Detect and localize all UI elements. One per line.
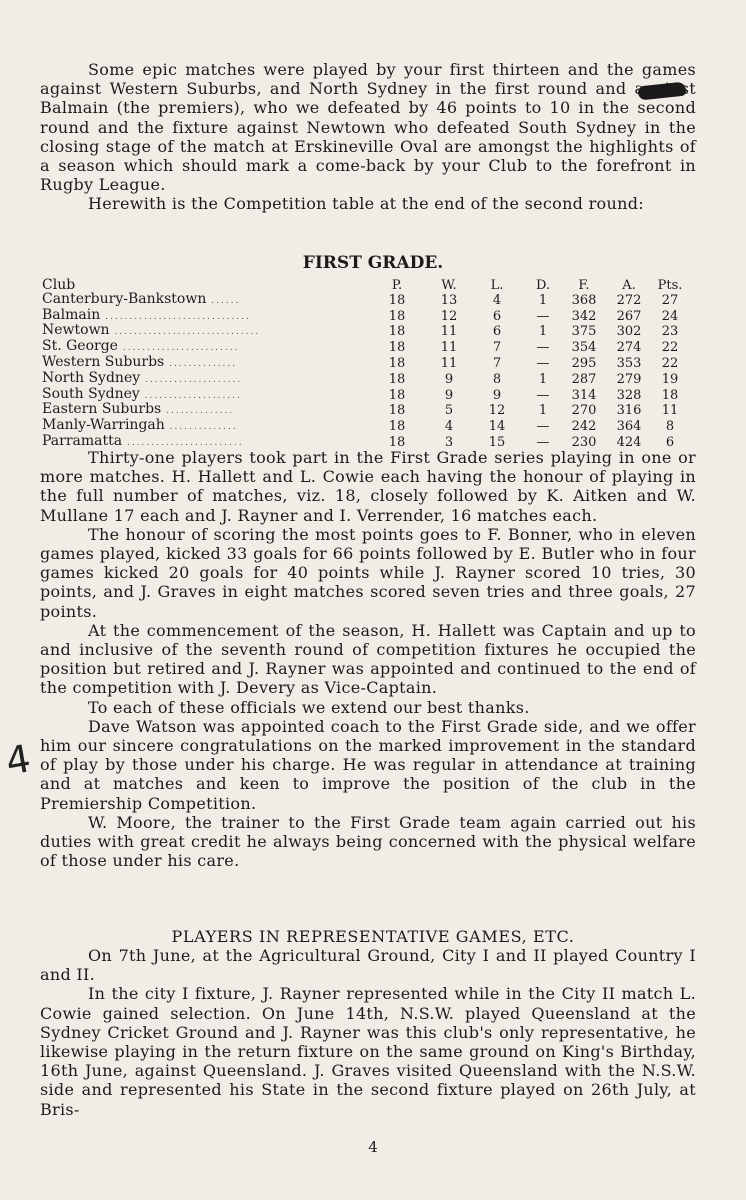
row-for: 368 — [571, 292, 597, 308]
header-played: P. — [391, 278, 403, 293]
row-against: 316 — [616, 403, 642, 419]
row-for: 342 — [571, 308, 597, 324]
row-won: 11 — [440, 340, 458, 356]
row-played: 18 — [388, 403, 406, 419]
dot-leader: ........................ — [117, 343, 240, 354]
row-against: 353 — [616, 355, 642, 371]
dot-leader: .................... — [140, 374, 243, 385]
row-played: 18 — [388, 308, 406, 324]
row-lost: 4 — [492, 292, 502, 308]
row-drawn: — — [536, 355, 550, 371]
paragraph-city-country: On 7th June, at the Agricultural Ground, City I and II played Country I and II. — [40, 946, 696, 985]
row-won: 12 — [440, 308, 458, 324]
row-against: 364 — [616, 419, 642, 435]
competition-table — [42, 279, 687, 451]
row-against: 279 — [616, 371, 642, 387]
row-drawn: 1 — [538, 324, 548, 340]
row-played: 18 — [388, 355, 406, 371]
row-club: Western Suburbs .............. — [42, 353, 238, 370]
header-club: Club — [42, 277, 76, 293]
table-row — [42, 324, 687, 340]
row-played: 18 — [388, 419, 406, 435]
row-drawn: — — [536, 308, 550, 324]
middle-text — [40, 448, 696, 870]
row-against: 267 — [616, 308, 642, 324]
row-lost: 12 — [488, 403, 506, 419]
row-club: South Sydney .................... — [42, 385, 242, 402]
table-row — [42, 419, 687, 435]
row-won: 5 — [444, 403, 454, 419]
row-lost: 15 — [488, 434, 506, 450]
row-played: 18 — [388, 324, 406, 340]
row-drawn: — — [536, 340, 550, 356]
row-for: 230 — [571, 434, 597, 450]
dot-leader: ........................ — [122, 437, 244, 448]
row-for: 354 — [571, 340, 597, 356]
row-points: 22 — [661, 340, 679, 356]
row-drawn: 1 — [538, 403, 548, 419]
handwritten-mark: 4 — [2, 736, 34, 784]
dot-leader: .............................. — [109, 327, 261, 338]
row-lost: 8 — [492, 371, 502, 387]
table-body — [42, 290, 687, 451]
row-against: 302 — [616, 324, 642, 340]
header-against: A. — [622, 278, 636, 293]
dot-leader: ...... — [206, 295, 241, 306]
row-won: 13 — [440, 292, 458, 308]
header-lost: L. — [490, 278, 504, 293]
row-points: 22 — [661, 355, 679, 371]
row-club: North Sydney .................... — [42, 369, 243, 386]
row-points: 24 — [661, 308, 679, 324]
row-club: Eastern Suburbs .............. — [42, 401, 235, 418]
row-club: Newtown .............................. — [42, 322, 261, 339]
row-points: 8 — [665, 419, 675, 435]
row-played: 18 — [388, 434, 406, 450]
row-won: 11 — [440, 324, 458, 340]
row-club: St. George ........................ — [42, 338, 240, 355]
row-against: 328 — [616, 387, 642, 403]
row-club: Manly-Warringah .............. — [42, 417, 238, 434]
row-drawn: — — [536, 434, 550, 450]
row-drawn: — — [536, 387, 550, 403]
paragraph-players: Thirty-one players took part in the First Grade series playing in one or more matches. H. Hallett and L. Cowie each having the honour of playing in the full number of matches, viz. 18, closely followed by K. Aitken and W. Mullane 17 each and J. Rayner and I. Verrender, 16 matches each. — [40, 448, 696, 525]
row-lost: 7 — [492, 340, 502, 356]
row-points: 6 — [665, 434, 675, 450]
row-played: 18 — [388, 371, 406, 387]
row-played: 18 — [388, 292, 406, 308]
paragraph-thanks: To each of these officials we extend our best thanks. — [88, 697, 530, 717]
row-points: 18 — [661, 387, 679, 403]
dot-leader: .............................. — [100, 311, 251, 322]
row-club: Parramatta ........................ — [42, 432, 244, 449]
row-against: 424 — [616, 434, 642, 450]
row-played: 18 — [388, 387, 406, 403]
row-played: 18 — [388, 340, 406, 356]
table-row — [42, 293, 687, 309]
row-lost: 9 — [492, 387, 502, 403]
row-for: 375 — [571, 324, 597, 340]
paragraph-representatives: In the city I fixture, J. Rayner represented while in the City II match L. Cowie gained selection. On June 14th, N.S.W. played Queensland at the Sydney Cricket Ground and J. Rayner was this club's only representative, he likewise playing in the return fixture on the same ground on King's Birthday, 16th June, against Queensland. J. Graves visited Queensland with the N.S.W. side and represented his State in the second fixture played on 26th July, at Bris- — [40, 984, 696, 1119]
row-won: 9 — [444, 387, 454, 403]
table-title: FIRST GRADE. — [302, 253, 444, 273]
dot-leader: .............. — [164, 358, 238, 369]
intro-text — [40, 60, 696, 214]
dot-leader: .............. — [164, 422, 238, 433]
row-drawn: 1 — [538, 371, 548, 387]
row-points: 19 — [661, 371, 679, 387]
row-for: 295 — [571, 355, 597, 371]
row-won: 11 — [440, 355, 458, 371]
row-for: 287 — [571, 371, 597, 387]
row-won: 9 — [444, 371, 454, 387]
row-for: 314 — [571, 387, 597, 403]
header-points: Pts. — [657, 278, 683, 293]
row-club: Canterbury-Bankstown ...... — [42, 290, 241, 307]
row-against: 274 — [616, 340, 642, 356]
paragraph-coach: Dave Watson was appointed coach to the First Grade side, and we offer him our sincere congratulations on the marked improvement in the standard of play by those under his charge. He was regular in attendance at training and at matches and keen to improve the position of the club in the Premiership Competition. — [40, 716, 696, 813]
row-lost: 14 — [488, 419, 506, 435]
paragraph-competition-intro: Herewith is the Competition table at the end of the second round: — [88, 194, 644, 214]
row-for: 242 — [571, 419, 597, 435]
table-row — [42, 309, 687, 325]
bottom-text — [40, 946, 696, 1119]
section-title: PLAYERS IN REPRESENTATIVE GAMES, ETC. — [171, 927, 575, 946]
paragraph-captain: At the commencement of the season, H. Hallett was Captain and up to and inclusive of the seventh round of competition fixtures he occupied the position but retired and J. Rayner was appointed and continued to the end of the competition with J. Devery as Vice-Captain. — [40, 620, 696, 698]
row-club: Balmain .............................. — [42, 306, 251, 323]
row-points: 11 — [661, 403, 679, 419]
paragraph-epic-matches: Some epic matches were played by your first thirteen and the games against Western Suburbs, and North Sydney in the first round and against Balmain (the premiers), who we defeated by 46 points to 10 in the second round and the fixture against Newtown who defeated South Sydney in the closing stage of the match at Erskineville Oval are amongst the highlights of a season which should mark a come-back by your Club to the forefront in Rugby League. — [40, 60, 696, 195]
paragraph-trainer: W. Moore, the trainer to the First Grade team again carried out his duties with great credit he always being concerned with the physical welfare of those under his care. — [40, 812, 696, 871]
header-for: F. — [578, 278, 590, 293]
row-won: 4 — [444, 419, 454, 435]
row-lost: 6 — [492, 308, 502, 324]
page-number: 4 — [368, 1138, 378, 1156]
row-for: 270 — [571, 403, 597, 419]
paragraph-scoring: The honour of scoring the most points goes to F. Bonner, who in eleven games played, kicked 33 goals for 66 points followed by E. Butler who in four games kicked 20 goals for 40 points while J. Rayner scored 10 tries, 30 points, and J. Graves in eight matches scored seven tries and three goals, 27 points. — [40, 524, 696, 621]
header-won: W. — [441, 278, 457, 293]
row-points: 27 — [661, 292, 679, 308]
row-drawn: — — [536, 419, 550, 435]
row-lost: 7 — [492, 355, 502, 371]
row-drawn: 1 — [538, 292, 548, 308]
row-against: 272 — [616, 292, 642, 308]
dot-leader: .................... — [139, 390, 242, 401]
header-drawn: D. — [535, 278, 551, 293]
row-won: 3 — [444, 434, 454, 450]
row-points: 23 — [661, 324, 679, 340]
row-lost: 6 — [492, 324, 502, 340]
dot-leader: .............. — [161, 406, 235, 417]
